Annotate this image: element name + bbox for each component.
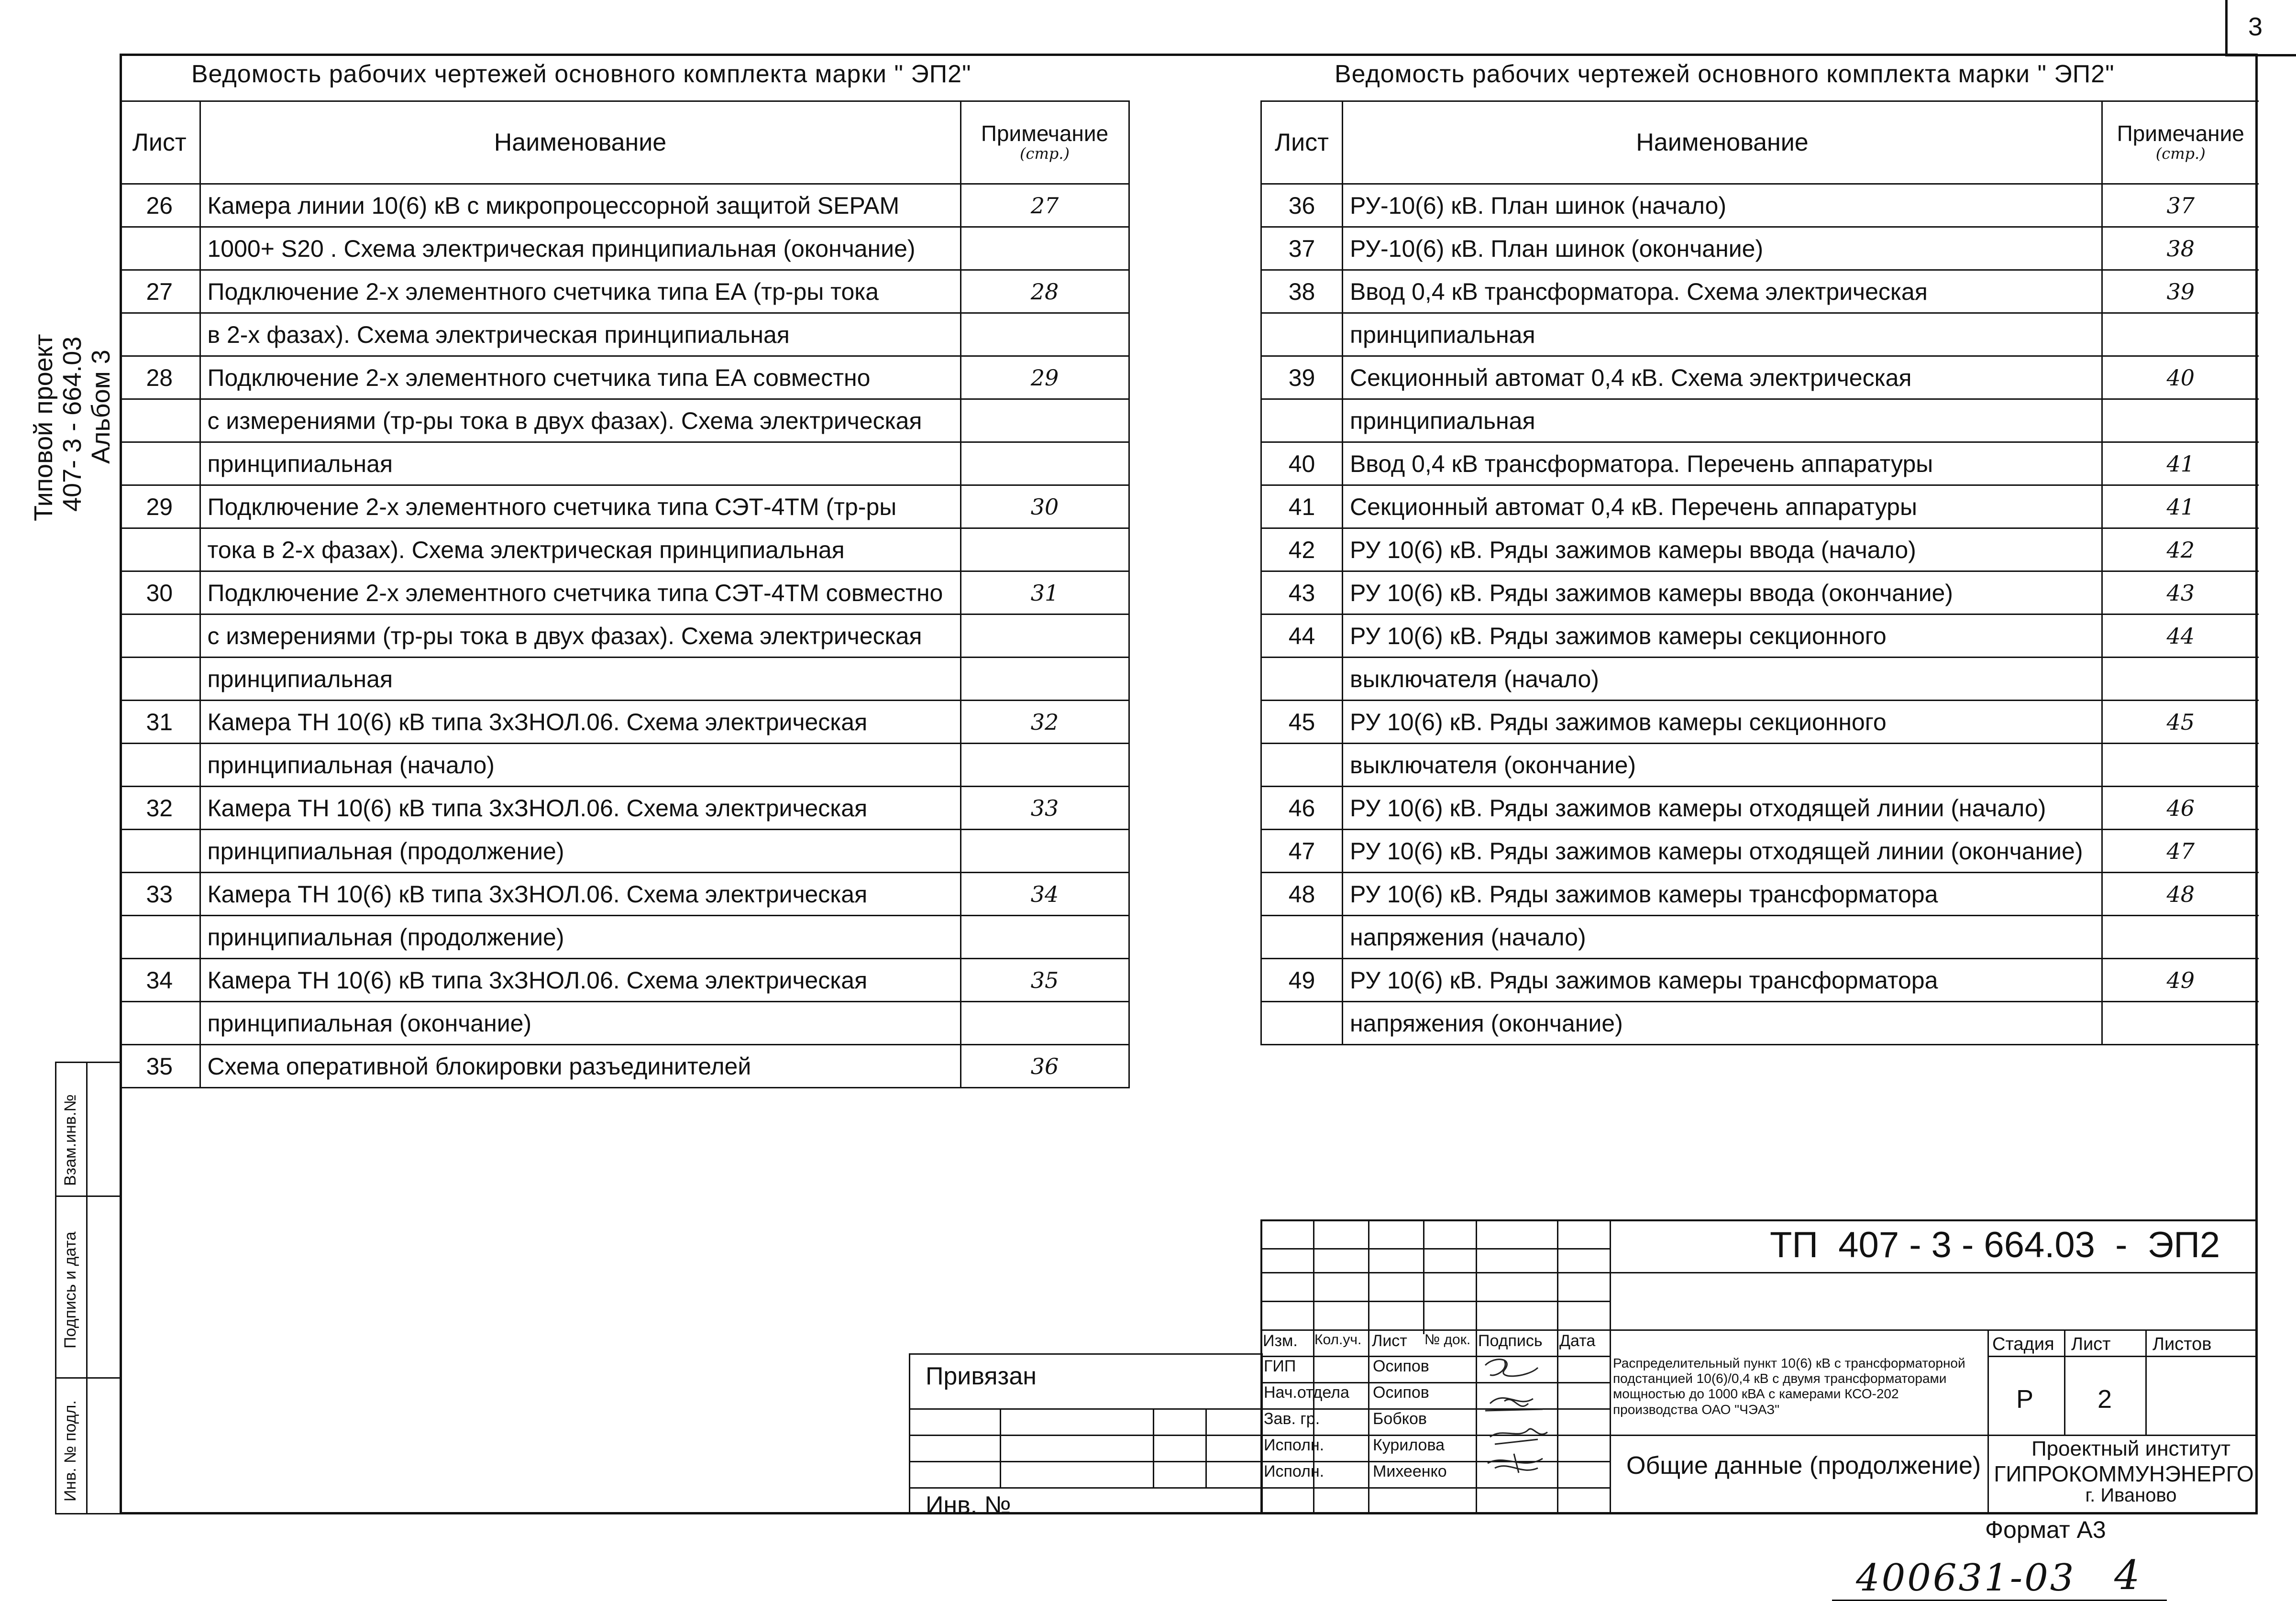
left-table-title: Ведомость рабочих чертежей основного комплекта марки " ЭП2" [191,60,971,88]
sheet-name: Подключение 2-х элементного счетчика типа СЭТ-4ТМ совместно [200,571,960,614]
col-name-header: Наименование [1343,101,2102,184]
sheet-number: 39 [1261,356,1343,399]
side-label-line2: 407- 3 - 664.03 [58,336,87,512]
page-note [960,1002,1129,1045]
stage-value: Р [2016,1385,2034,1414]
page-note: 40 [2102,356,2259,399]
table-row [120,528,1129,571]
stamp-role: Исполн. [1264,1462,1325,1480]
sheet-number: 49 [1261,959,1343,1002]
table-row [1261,485,2259,528]
table-row [1261,830,2259,873]
sheet-number: 26 [120,184,200,227]
page-note [960,916,1129,959]
page-note: 27 [960,184,1129,227]
table-row [120,1002,1129,1045]
stage-label: Стадия [1992,1334,2054,1354]
sheet-number [1261,313,1343,356]
table-row [120,184,1129,227]
col-name-header: Наименование [200,101,960,184]
sheet-number: 35 [120,1045,200,1088]
sheet-name: выключателя (начало) [1343,658,2102,701]
sheet-number: 43 [1261,571,1343,614]
format-label: Формат А3 [1985,1516,2106,1543]
sheet-number: 41 [1261,485,1343,528]
page-note: 49 [2102,959,2259,1002]
table-row [1261,959,2259,1002]
page-note: 28 [960,270,1129,313]
sheet-number [120,830,200,873]
table-row [120,614,1129,658]
sheet-name: Подключение 2-х элементного счетчика типа СЭТ-4ТМ (тр-ры [200,485,960,528]
page-note [960,830,1129,873]
sheet-name: РУ 10(6) кВ. Ряды зажимов камеры отходящей линии (начало) [1343,787,2102,830]
sheet-name: с измерениями (тр-ры тока в двух фазах). Схема электрическая [200,399,960,442]
stamp-role: ГИП [1264,1357,1296,1375]
page-note [960,227,1129,270]
table-row [120,270,1129,313]
page-note: 29 [960,356,1129,399]
sheets-label: Листов [2152,1334,2212,1354]
page-note: 35 [960,959,1129,1002]
stamp-role: Зав. гр. [1264,1410,1320,1428]
sheet-number [1261,399,1343,442]
page-note: 38 [2102,227,2259,270]
stamp-person-name: Осипов [1373,1383,1429,1402]
table-row [1261,528,2259,571]
handwritten-code: 400631-03 [1856,1557,2076,1600]
page-note [960,658,1129,701]
sheet-name: напряжения (окончание) [1343,1002,2102,1045]
table-row [1261,701,2259,744]
sheet-number: 37 [1261,227,1343,270]
sheet-name: принципиальная (продолжение) [200,830,960,873]
sheet-name: РУ-10(6) кВ. План шинок (окончание) [1343,227,2102,270]
sheet-number [1261,916,1343,959]
org-line2: ГИПРОКОММУНЭНЕРГО [1994,1461,2254,1486]
sheet-number: 33 [120,873,200,916]
sheet-name: Камера ТН 10(6) кВ типа 3хЗНОЛ.06. Схема электрическая [200,959,960,1002]
table-row [120,744,1129,787]
sheet-name: Секционный автомат 0,4 кВ. Схема электрическая [1343,356,2102,399]
document-code: ТП 407 - 3 - 664.03 - ЭП2 [1770,1225,2220,1265]
page-note: 45 [2102,701,2259,744]
table-row [120,873,1129,916]
sheet-name: Камера линии 10(6) кВ с микропроцессорной защитой SEPAM [200,184,960,227]
col-sheet-header: Лист [1261,101,1343,184]
sheet-name: РУ 10(6) кВ. Ряды зажимов камеры ввода (окончание) [1343,571,2102,614]
sheet-number [1261,744,1343,787]
stamp-hdr-data: Дата [1559,1332,1596,1350]
sheet-number [120,1002,200,1045]
page-note [2102,1002,2259,1045]
sheet-number [120,313,200,356]
sheet-number: 46 [1261,787,1343,830]
table-row [120,356,1129,399]
sheet-name: принципиальная [200,658,960,701]
sheet-name: РУ 10(6) кВ. Ряды зажимов камеры ввода (начало) [1343,528,2102,571]
page-note: 39 [2102,270,2259,313]
sheet-name: РУ 10(6) кВ. Ряды зажимов камеры трансформатора [1343,959,2102,1002]
table-row [1261,744,2259,787]
col-note-header: Примечание (стр.) [960,101,1129,184]
side-label-line3: Альбом 3 [87,350,115,464]
stamp-hdr-doc: № док. [1424,1332,1471,1348]
sheet-name: принципиальная (продолжение) [200,916,960,959]
stamp-hdr-izm: Изм. [1263,1332,1298,1350]
sheet-name: с измерениями (тр-ры тока в двух фазах). Схема электрическая [200,614,960,658]
table-row [120,658,1129,701]
sheet-name: Камера ТН 10(6) кВ типа 3хЗНОЛ.06. Схема электрическая [200,787,960,830]
sheet-number [120,442,200,485]
table-row [120,571,1129,614]
table-row [120,959,1129,1002]
sheet-number: 27 [120,270,200,313]
sheet-name: принципиальная (окончание) [200,1002,960,1045]
sheet-number [120,744,200,787]
sheet-name: принципиальная (начало) [200,744,960,787]
table-row [1261,356,2259,399]
table-row [1261,614,2259,658]
page-note: 31 [960,571,1129,614]
signatures [1476,1356,1557,1513]
table-row [1261,787,2259,830]
sheet-name: Схема оперативной блокировки разъединителей [200,1045,960,1088]
right-sheet-table [1260,100,2259,1045]
table-row [120,1045,1129,1088]
privyazan-label: Привязан [926,1362,1037,1390]
sheet-number: 30 [120,571,200,614]
table-row [120,227,1129,270]
sheet-number: 42 [1261,528,1343,571]
sheet-number: 29 [120,485,200,528]
table-row [120,916,1129,959]
vzam-label: Взам.инв.№ [61,1094,79,1186]
stamp-person-name: Курилова [1373,1436,1445,1454]
sheet-name: Секционный автомат 0,4 кВ. Перечень аппаратуры [1343,485,2102,528]
inv-label: Инв. № подл. [61,1400,79,1502]
stamp-hdr-list: Лист [1372,1332,1407,1350]
sheet-name: принципиальная [1343,313,2102,356]
page-note: 34 [960,873,1129,916]
org-line3: г. Иваново [2085,1485,2177,1506]
sheet-number [1261,658,1343,701]
sheet-number: 34 [120,959,200,1002]
table-row [120,830,1129,873]
sheet-name: РУ-10(6) кВ. План шинок (начало) [1343,184,2102,227]
page-note [960,399,1129,442]
sheet-name: Подключение 2-х элементного счетчика типа ЕА (тр-ры тока [200,270,960,313]
sheet-number: 31 [120,701,200,744]
table-row [1261,873,2259,916]
page-note: 33 [960,787,1129,830]
sheet-number [120,658,200,701]
page-note: 47 [2102,830,2259,873]
sheet-number [120,227,200,270]
page-note: 43 [2102,571,2259,614]
page-note: 46 [2102,787,2259,830]
sheet-number: 32 [120,787,200,830]
sheet-number [120,399,200,442]
page-note [960,313,1129,356]
sheet-name: РУ 10(6) кВ. Ряды зажимов камеры секционного [1343,614,2102,658]
sheet-name: тока в 2-х фазах). Схема электрическая принципиальная [200,528,960,571]
sheet-name: выключателя (окончание) [1343,744,2102,787]
sheet-name: напряжения (начало) [1343,916,2102,959]
page-note [2102,399,2259,442]
table-row [120,399,1129,442]
page-note [960,442,1129,485]
page-note: 32 [960,701,1129,744]
sheet-number: 44 [1261,614,1343,658]
col-sheet-header: Лист [120,101,200,184]
page-note: 30 [960,485,1129,528]
table-row [120,313,1129,356]
sheet-name: Ввод 0,4 кВ трансформатора. Схема электрическая [1343,270,2102,313]
table-row [1261,399,2259,442]
page-note: 44 [2102,614,2259,658]
sheet-number [120,528,200,571]
sheet-name: принципиальная [200,442,960,485]
left-sheet-table [120,100,1130,1088]
sheet-name: Камера ТН 10(6) кВ типа 3хЗНОЛ.06. Схема электрическая [200,701,960,744]
right-table-title: Ведомость рабочих чертежей основного комплекта марки " ЭП2" [1335,60,2115,88]
handwritten-num: 4 [2114,1552,2140,1599]
table-row [1261,227,2259,270]
table-row [1261,1002,2259,1045]
sheet-name: РУ 10(6) кВ. Ряды зажимов камеры секционного [1343,701,2102,744]
sheet-number: 47 [1261,830,1343,873]
table-row [1261,270,2259,313]
stamp-person-name: Осипов [1373,1357,1429,1375]
page-note: 42 [2102,528,2259,571]
sheet-value: 2 [2097,1385,2112,1414]
podpis-label: Подпись и дата [61,1231,79,1349]
sheet-number: 48 [1261,873,1343,916]
sheet-number: 28 [120,356,200,399]
table-row [1261,658,2259,701]
table-row [1261,184,2259,227]
sheet-name: РУ 10(6) кВ. Ряды зажимов камеры отходящей линии (окончание) [1343,830,2102,873]
page-note: 41 [2102,442,2259,485]
stamp-person-name: Бобков [1373,1410,1427,1428]
sheet-number [120,614,200,658]
sheet-name: Ввод 0,4 кВ трансформатора. Перечень аппаратуры [1343,442,2102,485]
table-row [1261,313,2259,356]
page-note [960,528,1129,571]
stamp-hdr-podpis: Подпись [1478,1332,1543,1350]
table-row [120,787,1129,830]
side-label-line1: Типовой проект [29,334,58,521]
sheet-name: принципиальная [1343,399,2102,442]
sheet-label: Лист [2071,1334,2111,1354]
page-note [2102,658,2259,701]
sheet-name: в 2-х фазах). Схема электрическая принципиальная [200,313,960,356]
inv-no-label: Инв. № [926,1491,1011,1519]
table-row [1261,571,2259,614]
page-note [960,614,1129,658]
page-note: 48 [2102,873,2259,916]
page-number: 3 [2248,12,2263,41]
table-row [120,485,1129,528]
stamp-role: Нач.отдела [1264,1383,1349,1402]
page-note: 41 [2102,485,2259,528]
sheet-number [120,916,200,959]
page-note: 37 [2102,184,2259,227]
sheet-name: Камера ТН 10(6) кВ типа 3хЗНОЛ.06. Схема электрическая [200,873,960,916]
sheet-name: 1000+ S20 . Схема электрическая принципиальная (окончание) [200,227,960,270]
table-row [1261,442,2259,485]
sheet-name: РУ 10(6) кВ. Ряды зажимов камеры трансформатора [1343,873,2102,916]
org-line1: Проектный институт [2031,1437,2231,1460]
document-title: Общие данные (продолжение) [1626,1452,1981,1480]
sheet-number: 40 [1261,442,1343,485]
sheet-number: 45 [1261,701,1343,744]
page-note [2102,916,2259,959]
page-note [960,744,1129,787]
table-row [120,442,1129,485]
page-note: 36 [960,1045,1129,1088]
sheet-number: 38 [1261,270,1343,313]
sheet-number [1261,1002,1343,1045]
stamp-hdr-kol: Кол.уч. [1314,1332,1362,1348]
page-note [2102,744,2259,787]
sheet-name: Подключение 2-х элементного счетчика типа ЕА совместно [200,356,960,399]
stamp-role: Исполн. [1264,1436,1325,1454]
sheet-number: 36 [1261,184,1343,227]
table-row [1261,916,2259,959]
table-row [120,701,1129,744]
project-description: Распределительный пункт 10(6) кВ с трансформаторной подстанцией 10(6)/0,4 кВ с двумя трансформаторами мощностью до 1000 кВА с камерами КСО-202 производства ОАО "ЧЭАЗ" [1613,1356,1965,1417]
col-note-header: Примечание (стр.) [2102,101,2259,184]
page-note [2102,313,2259,356]
stamp-person-name: Михеенко [1373,1462,1447,1480]
